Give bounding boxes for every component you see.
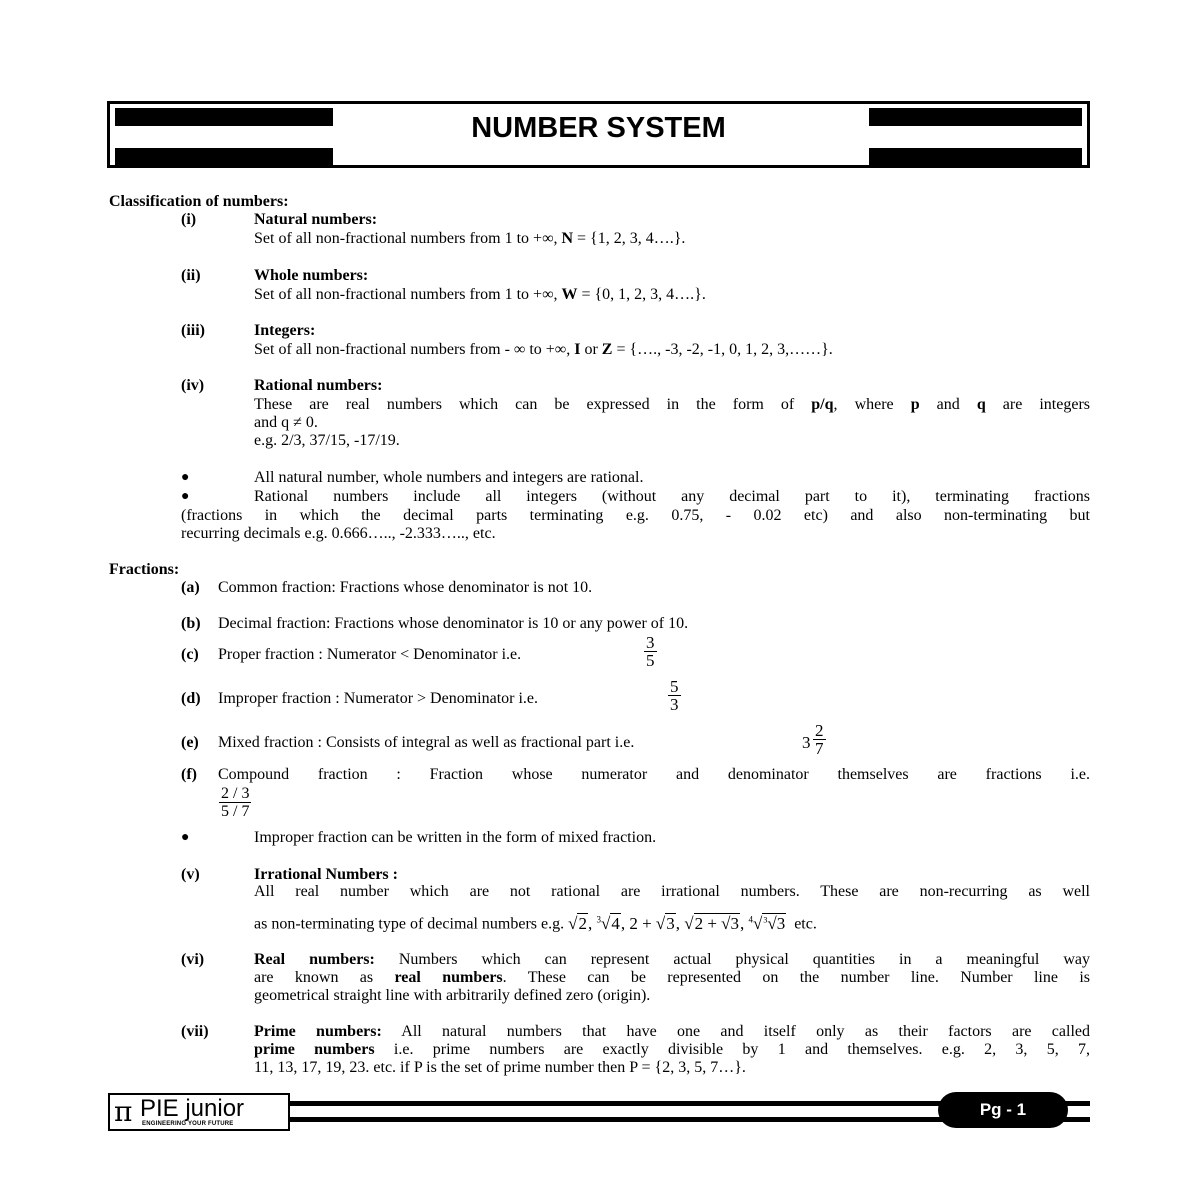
page-number-badge: Pg - 1 — [938, 1092, 1068, 1128]
item-number: (iii) — [181, 322, 205, 339]
item-title: Natural numbers: — [254, 211, 378, 228]
item-text: are known as real numbers. These can be represented on the number line. Number line is — [254, 969, 1091, 986]
fractions-heading: Fractions: — [109, 561, 180, 578]
banner-stripe-right-bottom — [869, 148, 1082, 166]
logo-name: PIE junior — [140, 1095, 245, 1122]
item-title: Rational numbers: — [254, 377, 383, 394]
item-number: (f) — [181, 766, 197, 783]
item-number: (i) — [181, 211, 197, 228]
item-number: (b) — [181, 615, 201, 632]
item-number: (d) — [181, 690, 201, 707]
item-text: Compound fraction : Fraction whose numerator and denominator themselves are fractions i.e. — [218, 766, 1090, 783]
item-text: e.g. 2/3, 37/15, -17/19. — [254, 432, 400, 449]
item-text: Set of all non-fractional numbers from 1 to +∞, W = {0, 1, 2, 3, 4….}. — [254, 286, 706, 303]
bullet-text: (fractions in which the decimal parts terminating e.g. 0.75, - 0.02 etc) and also non-terminating but — [181, 507, 1090, 524]
item-number: (ii) — [181, 267, 201, 284]
item-text: and q ≠ 0. — [254, 414, 318, 431]
item-text: prime numbers i.e. prime numbers are exactly divisible by 1 and themselves. e.g. 2, 3, 5, 7, — [254, 1041, 1091, 1058]
item-text: Common fraction: Fractions whose denominator is not 10. — [218, 579, 593, 596]
fraction: $\frac{2 / 3}{5 / 7}$ — [221, 785, 250, 820]
item-number: (vii) — [181, 1023, 209, 1040]
item-text: Proper fraction : Numerator < Denominator i.e. — [218, 646, 522, 663]
brand-logo — [108, 1093, 290, 1131]
logo-tagline: ENGINEERING YOUR FUTURE — [142, 1121, 234, 1127]
banner-stripe-left-bottom — [115, 148, 333, 166]
item-title: Irrational Numbers : — [254, 866, 398, 883]
fraction: $\frac{3}{5}$ — [646, 633, 655, 670]
item-text: Mixed fraction : Consists of integral as well as fractional part i.e. — [218, 734, 635, 751]
item-text: Decimal fraction: Fractions whose denominator is 10 or any power of 10. — [218, 615, 689, 632]
irrational-examples: √2, $^3$√4, 2 + √3, √2 + √3, $^4$√$^3$√3 — [568, 913, 786, 933]
item-number: (a) — [181, 579, 200, 596]
bullet-text: recurring decimals e.g. 0.666….., -2.333….., etc. — [181, 525, 496, 542]
page-title: NUMBER SYSTEM — [471, 112, 726, 144]
item-number: (e) — [181, 734, 199, 751]
item-text: 11, 13, 17, 19, 23. etc. if P is the set of prime number then P = {2, 3, 5, 7…}. — [254, 1059, 746, 1076]
item-number: (v) — [181, 866, 200, 883]
bullet-text: All natural number, whole numbers and integers are rational. — [254, 469, 644, 486]
item-text: Set of all non-fractional numbers from 1 to +∞, N = {1, 2, 3, 4….}. — [254, 230, 686, 247]
item-text: Improper fraction : Numerator > Denominator i.e. — [218, 690, 539, 707]
classification-heading: Classification of numbers: — [109, 193, 289, 210]
bullet-icon: ● — [181, 830, 190, 845]
item-text: as non-terminating type of decimal numbers e.g. √2, $^3$√4, 2 + √3, √2 + √3, $^4$√$^3$√3 etc. — [254, 913, 817, 933]
item-text: Set of all non-fractional numbers from - ∞ to +∞, I or Z = {…., -3, -2, -1, 0, 1, 2, 3,……}. — [254, 341, 833, 358]
bullet-icon: ● — [181, 470, 190, 485]
item-number: (iv) — [181, 377, 205, 394]
item-number: (c) — [181, 646, 199, 663]
bullet-text: Rational numbers include all integers (without any decimal part to it), terminating fractions — [254, 488, 1090, 505]
mixed-whole: 3 — [802, 733, 811, 752]
title-banner — [107, 101, 1090, 168]
bullet-text: Improper fraction can be written in the form of mixed fraction. — [254, 829, 657, 846]
item-number: (vi) — [181, 951, 205, 968]
fraction: $\frac{2}{7}$ — [815, 721, 824, 758]
fraction: $\frac{5}{3}$ — [670, 677, 679, 714]
item-text: These are real numbers which can be expressed in the form of p/q, where p and q are integers — [254, 396, 1091, 413]
item-text: All real number which are not rational are irrational numbers. These are non-recurring as well — [254, 883, 1090, 900]
item-text: geometrical straight line with arbitrarily defined zero (origin). — [254, 987, 651, 1004]
pi-icon: π — [114, 1095, 133, 1128]
item-text: Real numbers: Numbers which can represent actual physical quantities in a meaningful way — [254, 951, 1090, 968]
item-title: Integers: — [254, 322, 316, 339]
item-title: Whole numbers: — [254, 267, 369, 284]
bullet-icon: ● — [181, 489, 190, 504]
item-text: Prime numbers: All natural numbers that have one and itself only as their factors are called — [254, 1023, 1091, 1040]
